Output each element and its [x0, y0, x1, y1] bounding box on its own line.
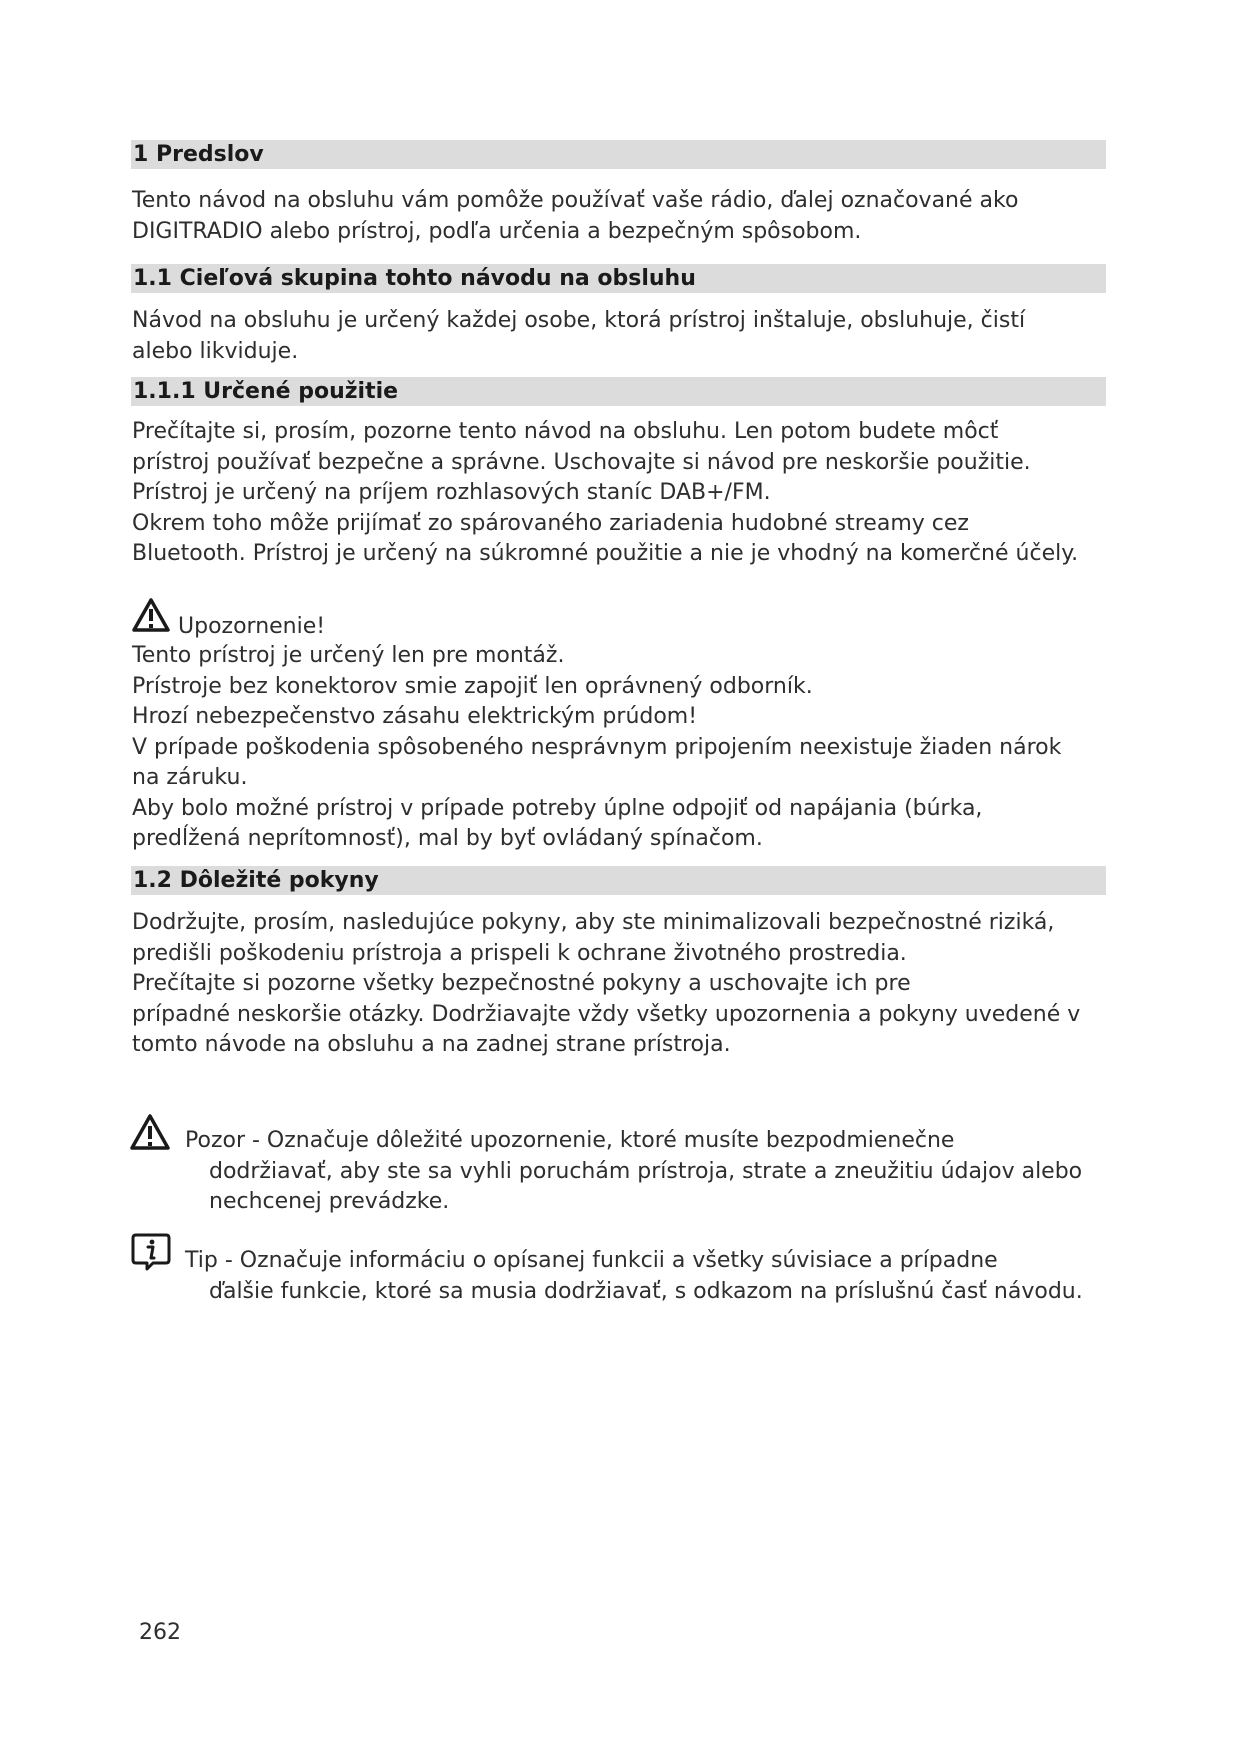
warning-title: Upozornenie!: [178, 614, 326, 639]
section-heading-cielova: 1.1 Cieľová skupina tohto návodu na obsluhu: [131, 264, 1106, 293]
section-heading-urcene: 1.1.1 Určené použitie: [131, 377, 1106, 406]
note-tip: Tip - Označuje informáciu o opísanej funkcii a všetky súvisiace a prípadne ďalšie funkcie, ktoré sa musia dodržiavať, s odkazom na príslušnú časť návodu.: [185, 1248, 1083, 1304]
paragraph-cielova: Návod na obsluhu je určený každej osobe, ktorá prístroj inštaluje, obsluhuje, čistí alebo likviduje.: [132, 308, 1026, 364]
paragraph-upozornenie: Tento prístroj je určený len pre montáž. Prístroje bez konektorov smie zapojiť len oprávnený odborník. Hrozí nebezpečenstvo zásahu elektrickým prúdom! V prípade poškodenia spôsobeného nesprávnym pripojením neexistuje žiaden nárok na záruku. Aby bolo možné prístroj v prípade potreby úplne odpojiť od napájania (búrka, predĺžená neprítomnosť), mal by byť ovládaný spínačom.: [132, 643, 1062, 851]
note-pozor: Pozor - Označuje dôležité upozornenie, ktoré musíte bezpodmienečne dodržiavať, aby ste sa vyhli poruchám prístroja, strate a zneužitiu údajov alebo nechcenej prevádzke.: [185, 1128, 1083, 1214]
caution-icon: [129, 1113, 171, 1151]
section-heading-predslov: 1 Predslov: [131, 140, 1106, 169]
section-heading-dolezite: 1.2 Dôležité pokyny: [131, 866, 1106, 895]
paragraph-dolezite: Dodržujte, prosím, nasledujúce pokyny, aby ste minimalizovali bezpečnostné riziká, predišli poškodeniu prístroja a prispeli k ochrane životného prostredia. Prečítajte si pozorne všetky bezpečnostné pokyny a uschovajte ich pre prípadné neskoršie otázky. Dodržiavajte vždy všetky upozornenia a pokyny uvedené v tomto návode na obsluhu a na zadnej strane prístroja.: [132, 910, 1081, 1057]
paragraph-predslov: Tento návod na obsluhu vám pomôže používať vaše rádio, ďalej označované ako DIGITRADIO alebo prístroj, podľa určenia a bezpečným spôsobom.: [132, 188, 1019, 244]
page-number: 262: [139, 1620, 181, 1645]
warning-icon: [131, 597, 171, 633]
paragraph-urcene: Prečítajte si, prosím, pozorne tento návod na obsluhu. Len potom budete môcť prístroj používať bezpečne a správne. Uschovajte si návod pre neskoršie použitie. Prístroj je určený na príjem rozhlasových staníc DAB+/FM. Okrem toho môže prijímať zo spárovaného zariadenia hudobné streamy cez Bluetooth. Prístroj je určený na súkromné použitie a nie je vhodný na komerčné účely.: [132, 419, 1079, 566]
info-icon: [131, 1232, 171, 1272]
